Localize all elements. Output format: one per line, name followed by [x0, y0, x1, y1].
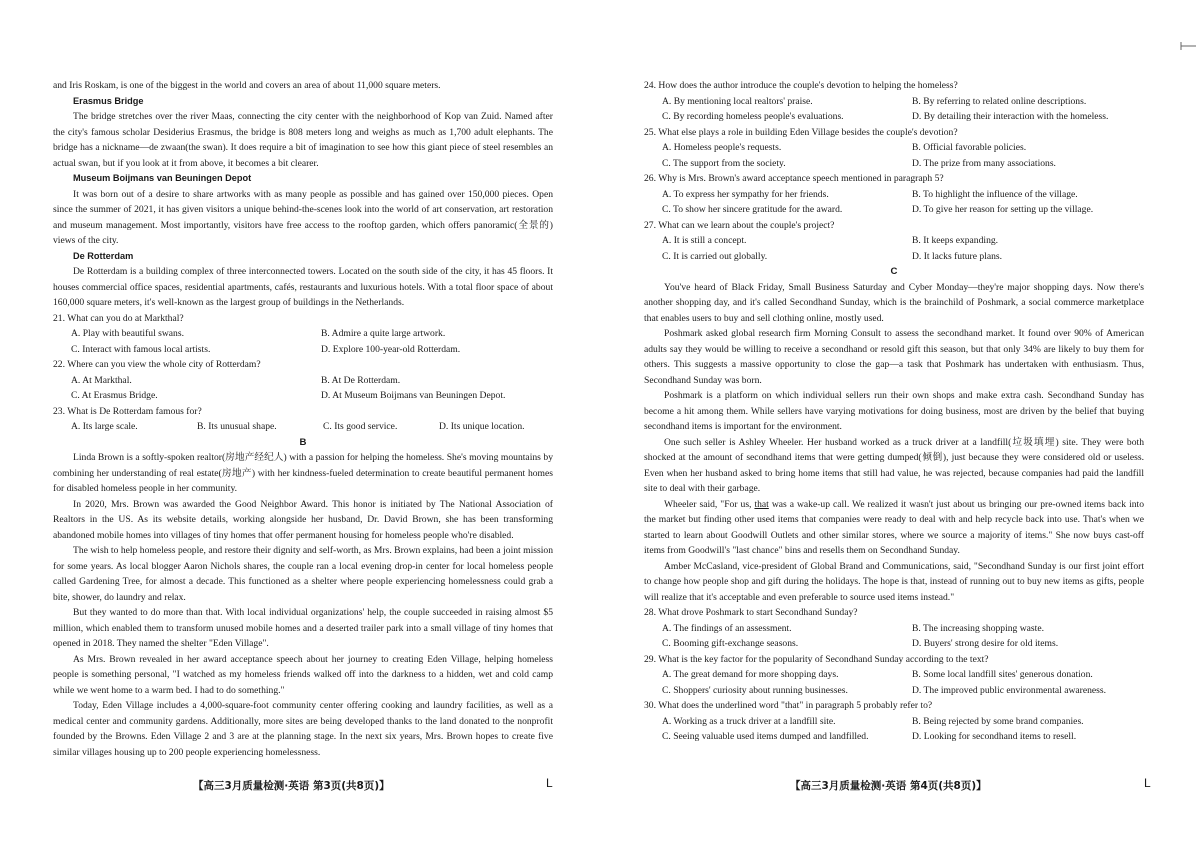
underlined-word-that: that [754, 498, 769, 510]
question-22-options [53, 373, 553, 404]
option-d: D. Its unique location. [439, 421, 525, 432]
option-d: D. Looking for secondhand items to resell. [912, 731, 1077, 742]
question-28: 28. What drove Poshmark to start Secondhand Sunday? [644, 607, 858, 618]
rotterdam-paragraph: De Rotterdam is a building complex of three interconnected towers. Located on the south side of the city, it has 45 floors. It houses commercial office spaces, residential apartments, cafés, restaurants and luxurious hotels. With a total floor space of about 160,000 square meters, it's well-known as the largest group of buildings in the Netherlands. [53, 266, 553, 308]
question-29-options [644, 667, 1144, 698]
option-a: A. Play with beautiful swans. [71, 328, 184, 339]
question-29: 29. What is the key factor for the popularity of Secondhand Sunday according to the text? [644, 653, 989, 665]
option-c: C. Interact with famous local artists. [71, 343, 211, 355]
passage-b-paragraph-2: In 2020, Mrs. Brown was awarded the Good Neighbor Award. This honor is initiated by The National Association of Realtors in the US. As its website details, working alongside her husband, Dr. David Brown, she has been transforming abandoned mobile homes into villages of tiny homes that offer permanent housing for homeless people who're disabled. [53, 498, 553, 541]
option-a: A. By mentioning local realtors' praise. [662, 95, 813, 107]
question-30-options [644, 714, 1144, 745]
question-23-options [53, 419, 553, 435]
option-b: B. Official favorable policies. [912, 142, 1027, 153]
paragraph-5-start: Wheeler said, "For us, [664, 498, 755, 510]
option-c: C. Shoppers' curiosity about running businesses. [662, 684, 848, 696]
erasmus-paragraph: The bridge stretches over the river Maas, connecting the city center with the neighborhood of Kop van Zuid. Named after the city's famous scholar Desiderius Erasmus, the bridge is 808 meters long and weighs as much as 1,700 adult elephants. The bridge has a nickname—de zwaan(the swan). It does require a bit of imagination to see how this giant piece of steel resembles an actual swan, but if you look at it from above, it becomes a bit clearer. [53, 111, 553, 169]
right-page-footer: 【高三3月质量检测·英语 第4页(共8页)】 [790, 780, 987, 792]
option-c: C. By recording homeless people's evaluations. [662, 111, 844, 122]
option-d: D. The prize from many associations. [912, 157, 1056, 169]
option-c: C. Seeing valuable used items dumped and landfilled. [662, 731, 869, 742]
question-27-options [644, 233, 1144, 264]
option-c: C. It is carried out globally. [662, 250, 768, 262]
museum-paragraph: It was born out of a desire to share artworks with as many people as possible and has gained over 150,000 pieces. Open since the summer of 2021, it has given visitors a unique behind-the-scenes look into the world of art conservation, art restoration and museum management. Most importantly, visitors have free access to the rooftop garden, which offers panoramic(全景的) views of the city. [53, 188, 553, 246]
passage-c-paragraph-1: You've heard of Black Friday, Small Business Saturday and Cyber Monday—they're major shopping days. Now there's another shopping day, and it's called Secondhand Sunday, which is the brainchild of Poshmark, a social commerce marketplace that enables users to buy and sell clothing online, mostly used. [644, 281, 1144, 324]
option-b: B. It keeps expanding. [912, 235, 999, 246]
question-23: 23. What is De Rotterdam famous for? [53, 405, 202, 417]
option-d: D. Explore 100-year-old Rotterdam. [321, 343, 461, 355]
passage-c-paragraph-2: Poshmark asked global research firm Morning Consult to assess the secondhand market. It found over 90% of American adults say they would be willing to receive a secondhand or resold gift this season, but that only 34% are likely to buy them for others. This suggests a massive opportunity to close the gap—a task that Poshmark has undertaken with enthusiasm. Thus, Secondhand Sunday was born. [644, 328, 1144, 386]
option-b: B. At De Rotterdam. [321, 374, 401, 386]
option-d: D. It lacks future plans. [912, 250, 1003, 262]
option-c: C. Its good service. [323, 421, 398, 432]
question-21-options [53, 326, 553, 357]
option-a: A. To express her sympathy for her friends. [662, 188, 829, 200]
option-d: D. By detailing their interaction with the homeless. [912, 111, 1109, 122]
option-a: A. The findings of an assessment. [662, 622, 792, 634]
option-d: D. To give her reason for setting up the village. [912, 204, 1094, 215]
museum-heading: Museum Boijmans van Beuningen Depot [73, 173, 252, 183]
question-22: 22. Where can you view the whole city of Rotterdam? [53, 359, 261, 370]
passage-c-paragraph-3: Poshmark is a platform on which individual sellers run their own shops and make extra cash. Secondhand Sunday has become a hit among them. While sellers have varying motivations for doing business, most are driven by the belief that buying secondhand items is important for the environment. [644, 390, 1144, 432]
margin-mark-icon [1180, 42, 1196, 50]
option-b: B. To highlight the influence of the village. [912, 188, 1078, 200]
option-a: A. Working as a truck driver at a landfill site. [662, 715, 836, 727]
question-25: 25. What else plays a role in building Eden Village besides the couple's devotion? [644, 126, 958, 138]
option-c: C. The support from the society. [662, 157, 786, 169]
passage-c-paragraph-5 [644, 497, 1144, 559]
left-page-mark: L [546, 776, 553, 790]
left-page-footer: 【高三3月质量检测·英语 第3页(共8页)】 [193, 780, 390, 792]
option-a: A. At Markthal. [71, 374, 132, 386]
left-page [53, 78, 553, 760]
section-b-title: B [299, 436, 307, 448]
passage-b-paragraph-5: As Mrs. Brown revealed in her award acceptance speech about her journey to creating Eden Village, helping homeless people is something personal, "I watched as my homeless friends walked off into the darkness to a hidden, wet and cold camp while we went home to a warm bed. I had to do something." [53, 653, 553, 696]
question-30: 30. What does the underlined word "that" in paragraph 5 probably refer to? [644, 700, 933, 711]
question-26: 26. Why is Mrs. Brown's award acceptance speech mentioned in paragraph 5? [644, 173, 944, 184]
option-d: D. Buyers' strong desire for old items. [912, 638, 1059, 649]
option-a: A. It is still a concept. [662, 235, 747, 246]
option-c: C. At Erasmus Bridge. [71, 390, 158, 401]
rotterdam-heading: De Rotterdam [73, 250, 134, 261]
question-24-options [644, 94, 1144, 125]
right-page [644, 78, 1144, 745]
question-28-options [644, 621, 1144, 652]
question-26-options [644, 187, 1144, 218]
question-21: 21. What can you do at Markthal? [53, 312, 184, 324]
option-d: D. At Museum Boijmans van Beuningen Depot. [321, 390, 506, 401]
option-a: A. Homeless people's requests. [662, 142, 782, 153]
paragraph-5-rest: was a wake-up call. We realized it wasn't just about us bringing our pre-owned items back into the market but finding other used items that companies were ready to deal with and help recycle back into use. That's when we started to learn about Goodwill Outlets and other similar stores, where we source a majority of items." She now buys cast-off items from Goodwill's "last chance" bins and resells them on Secondhand Sunday. [644, 498, 1145, 556]
option-b: B. Some local landfill sites' generous donation. [912, 669, 1093, 680]
option-c: C. Booming gift-exchange seasons. [662, 638, 799, 649]
passage-c-paragraph-4: One such seller is Ashley Wheeler. Her husband worked as a truck driver at a landfill(垃圾填埋) site. They were both shocked at the amount of secondhand items that were getting dumped(倾倒), just because they were considered old or useless. Even when her husband asked to bring home items that still had value, he was rejected, because companies had paid the landfill site to deal with their garbage. [644, 436, 1144, 494]
option-b: B. By referring to related online descriptions. [912, 95, 1087, 107]
passage-b-paragraph-3: The wish to help homeless people, and restore their dignity and self-worth, as Mrs. Brown explains, had been a joint mission for some years. As local blogger Aaron Nichols shares, the couple ran a local evening drop-in center for local homeless people called Gardening Tree, for almost a decade. This functioned as a shelter where people experiencing homelessness could grab a bite, shower, do laundry and relax. [53, 545, 553, 603]
right-page-mark: L [1144, 776, 1151, 790]
option-d: D. The improved public environmental awareness. [912, 684, 1107, 696]
passage-b-paragraph-1: Linda Brown is a softly-spoken realtor(房地产经纪人) with a passion for helping the homeless. She's moving mountains by combining her understanding of real estate(房地产) with her kindness-fueled determination to create beautiful permanent homes for disabled homeless people in her community. [53, 452, 553, 494]
option-b: B. Being rejected by some brand companies. [912, 715, 1084, 727]
section-c-title: C [890, 266, 898, 277]
option-b: B. Its unusual shape. [197, 421, 277, 432]
option-a: A. Its large scale. [71, 421, 138, 432]
passage-b-paragraph-4: But they wanted to do more than that. With local individual organizations' help, the couple succeeded in raising almost $5 million, which enabled them to transform unused mobile homes and a deserted trailer park into a small village of tiny homes that opened in 2018. They named the shelter "Eden Village". [53, 607, 553, 649]
option-a: A. The great demand for more shopping days. [662, 669, 839, 680]
question-24: 24. How does the author introduce the couple's devotion to helping the homeless? [644, 80, 958, 91]
intro-paragraph: and Iris Roskam, is one of the biggest in the world and covers an area of about 11,000 square meters. [53, 80, 441, 91]
option-b: B. Admire a quite large artwork. [321, 328, 446, 339]
passage-c-paragraph-6: Amber McCasland, vice-president of Global Brand and Communications, said, "Secondhand Sunday is our first joint effort to change how people shop and gift during the holidays. The hope is that, instead of running out to buy new items as gifts, people will realize that it's acceptable and even preferable to source used items instead." [644, 560, 1144, 603]
erasmus-heading: Erasmus Bridge [73, 95, 144, 106]
option-c: C. To show her sincere gratitude for the award. [662, 204, 843, 215]
question-25-options [644, 140, 1144, 171]
option-b: B. The increasing shopping waste. [912, 622, 1044, 634]
passage-b-paragraph-6: Today, Eden Village includes a 4,000-square-foot community center offering cooking and laundry facilities, as well as a medical center and community gardens. Additionally, more sites are being developed thanks to the land donated to the nonprofit founded by the Browns. Eden Village 2 and 3 are at the planning stage. In the next six years, Mrs. Brown hopes to create five similar villages housing up to 200 people experiencing homelessness. [53, 700, 553, 758]
question-27: 27. What can we learn about the couple's project? [644, 219, 835, 231]
